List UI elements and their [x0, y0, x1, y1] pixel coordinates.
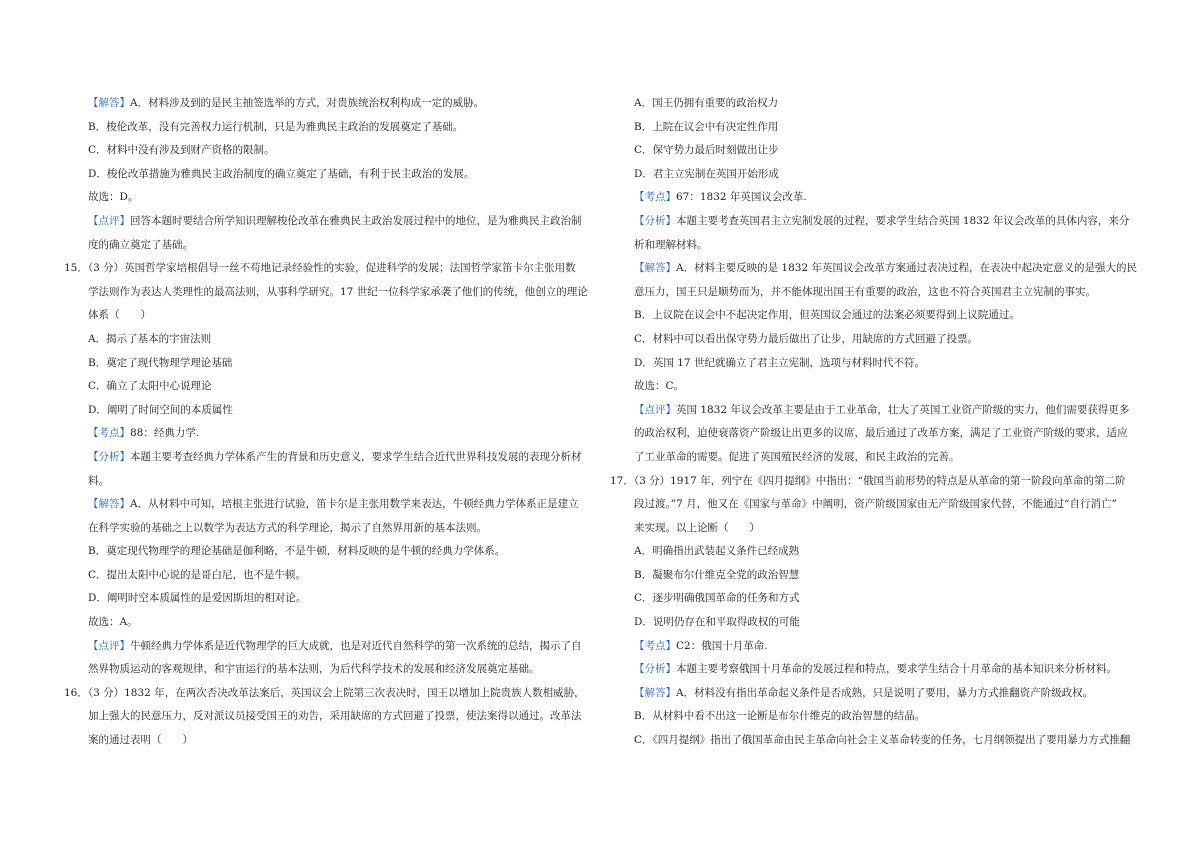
line-text: 16．（3 分）1832 年，在两次否决改革法案后，英国议会上院第三次表决时，国王以增加上院贵族人数相威胁，: [64, 686, 585, 699]
line-text: A．材料没有指出革命起义条件是否成熟，只是说明了要用，暴力方式推翻资产阶级政权。: [676, 686, 1094, 699]
text-line: [64, 210, 594, 234]
section-tag: 【解答】: [634, 262, 676, 275]
line-text: C．提出太阳中心说的是哥白尼，也不是牛顿。: [88, 568, 307, 581]
text-line: [610, 257, 1140, 281]
line-text: 案的通过表明（ ）: [88, 734, 193, 747]
text-line: [610, 352, 1140, 376]
line-text: D．阐明了时间空间的本质属性: [88, 403, 233, 416]
line-text: 67：1832 年英国议会改革.: [676, 191, 807, 204]
line-text: D．说明仍存在和平取得政权的可能: [634, 616, 800, 629]
text-line: [64, 493, 594, 517]
text-line: [64, 116, 594, 140]
section-tag: 【考点】: [634, 191, 676, 204]
section-tag: 【点评】: [634, 403, 676, 416]
line-text: 在科学实验的基础之上以数学为表达方式的科学理论，揭示了自然界用新的基本法则。: [88, 521, 487, 534]
text-line: [610, 139, 1140, 163]
line-text: 本题主要考查英国君主立宪制发展的过程，要求学生结合英国 1832 年议会改革的具体内容，来分: [676, 214, 1130, 227]
line-text: A．材料主要反映的是 1832 年英国议会改革方案通过表决过程，在表决中起决定意义的是强大的民: [676, 262, 1137, 275]
section-tag: 【考点】: [88, 427, 130, 440]
section-tag: 【解答】: [634, 686, 676, 699]
line-text: B．奠定了现代物理学理论基础: [88, 356, 233, 369]
text-line: [610, 540, 1140, 564]
line-text: 体系（ ）: [88, 309, 151, 322]
line-text: A．明确指出武装起义条件已经成熟: [634, 545, 800, 558]
text-line: [64, 635, 594, 659]
text-line: [610, 517, 1140, 541]
line-text: 本题主要考查经典力学体系产生的背景和历史意义，要求学生结合近代世界科技发展的表现分析材: [130, 450, 582, 463]
text-line: [64, 163, 594, 187]
line-text: 然界物质运动的客观规律，和宇宙运行的基本法则，为后代科学技术的发展和经济发展奠定基础。: [88, 663, 540, 676]
text-line: [610, 234, 1140, 258]
line-text: 故选：D。: [88, 191, 139, 204]
line-text: B．从材料中看不出这一论断是布尔什维克的政治智慧的结晶。: [634, 710, 926, 723]
text-line: [64, 92, 594, 116]
text-line: [610, 564, 1140, 588]
line-text: 15．（3 分）英国哲学家培根倡导一丝不苟地记录经验性的实验，促进科学的发展；法国哲学家笛卡尔主张用数: [64, 262, 576, 275]
line-text: C．逐步明确俄国革命的任务和方式: [634, 592, 800, 605]
text-line: [64, 587, 594, 611]
section-tag: 【考点】: [634, 639, 676, 652]
section-tag: 【解答】: [88, 97, 130, 109]
text-line: [610, 446, 1140, 470]
line-text: C．保守势力最后时刻做出让步: [634, 144, 779, 157]
text-line: [64, 352, 594, 376]
question-stem: [64, 682, 594, 706]
text-line: [64, 540, 594, 564]
text-line: [64, 470, 594, 494]
line-text: 段过渡。”7 月，他又在《国家与革命》中阐明，资产阶级国家由无产阶级国家代替，不能通过“自行消亡”: [634, 498, 1117, 511]
text-line: [610, 116, 1140, 140]
text-line: [64, 446, 594, 470]
line-text: B．奠定现代物理学的理论基础是伽利略，不是牛顿，材料反映的是牛顿的经典力学体系。: [88, 545, 506, 558]
line-text: B．上院在议会中有决定性作用: [634, 120, 779, 133]
line-text: 来实现。以上论断（ ）: [634, 521, 760, 534]
line-text: D．阐明时空本质属性的是爱因斯坦的相对论。: [88, 592, 307, 605]
text-line: [610, 163, 1140, 187]
section-tag: 【分析】: [634, 663, 676, 676]
line-text: D．梭伦改革措施为雅典民主政治制度的确立奠定了基础，有利于民主政治的发展。: [88, 167, 475, 180]
line-text: D．君主立宪制在英国开始形成: [634, 167, 779, 180]
text-line: [64, 611, 594, 635]
question-stem: [64, 257, 594, 281]
right-column: [610, 92, 1140, 753]
line-text: 牛顿经典力学体系是近代物理学的巨大成就，也是对近代自然科学的第一次系统的总结，揭示了自: [130, 639, 582, 652]
text-line: [610, 375, 1140, 399]
text-line: [610, 92, 1140, 116]
line-text: C2：俄国十月革命.: [676, 639, 768, 652]
text-line: [64, 186, 594, 210]
text-line: [64, 399, 594, 423]
text-line: [610, 304, 1140, 328]
text-line: [64, 139, 594, 163]
line-text: C．确立了太阳中心说理论: [88, 380, 212, 393]
text-line: [610, 281, 1140, 305]
text-line: [64, 564, 594, 588]
line-text: 回答本题时要结合所学知识理解梭伦改革在雅典民主政治发展过程中的地位，是为雅典民主政治制: [130, 214, 582, 227]
section-tag: 【点评】: [88, 214, 130, 227]
text-line: [610, 705, 1140, 729]
line-text: A．揭示了基本的宇宙法则: [88, 332, 212, 345]
line-text: B．凝聚布尔什维克全党的政治智慧: [634, 568, 800, 581]
text-line: [64, 304, 594, 328]
line-text: B．上议院在议会中不起决定作用，但英国议会通过的法案必须要得到上议院通过。: [634, 309, 1020, 322]
text-line: [610, 587, 1140, 611]
text-line: [64, 517, 594, 541]
text-line: [610, 635, 1140, 659]
text-line: [610, 186, 1140, 210]
section-tag: 【分析】: [634, 214, 676, 227]
line-text: 17．（3 分）1917 年，列宁在《四月提纲》中指出：“俄国当前形势的特点是从革命的第一阶段向革命的第二阶: [610, 474, 1126, 487]
text-line: [610, 493, 1140, 517]
text-line: [610, 729, 1140, 753]
text-line: [64, 729, 594, 753]
line-text: 意压力，国王只是顺势而为，并不能体现出国王有重要的政治，这也不符合英国君主立宪制的事实。: [634, 285, 1096, 298]
text-line: [64, 328, 594, 352]
text-line: [64, 234, 594, 258]
text-line: [610, 422, 1140, 446]
line-text: 学法则作为表达人类理性的最高法则，从事科学研究。17 世纪一位科学家承袭了他们的传统，他创立的理论: [88, 285, 588, 298]
line-text: 析和理解材料。: [634, 238, 708, 251]
text-line: [64, 375, 594, 399]
line-text: A．从材料中可知，培根主张进行试验，笛卡尔是主张用数学来表达，牛顿经典力学体系正是建立: [130, 498, 579, 511]
line-text: 度的确立奠定了基础。: [88, 238, 193, 251]
line-text: 的政治权利，迫使衰落资产阶级让出更多的议席，最后通过了改革方案，满足了工业资产阶级的要求，适应: [634, 427, 1128, 440]
text-line: [610, 611, 1140, 635]
line-text: A．国王仍拥有重要的政治权力: [634, 97, 779, 109]
section-tag: 【点评】: [88, 639, 130, 652]
line-text: 了工业革命的需要。促进了英国殖民经济的发展，和民主政治的完善。: [634, 450, 960, 463]
section-tag: 【解答】: [88, 498, 130, 511]
question-stem: [610, 470, 1140, 494]
line-text: 故选：A。: [88, 616, 138, 629]
section-tag: 【分析】: [88, 450, 130, 463]
line-text: D．英国 17 世纪就确立了君主立宪制，选项与材料时代不符。: [634, 356, 925, 369]
line-text: C．材料中没有涉及到财产资格的限制。: [88, 144, 275, 157]
line-text: 88：经典力学.: [130, 427, 200, 440]
text-line: [610, 210, 1140, 234]
text-line: [64, 422, 594, 446]
line-text: B．梭伦改革，没有完善权力运行机制，只是为雅典民主政治的发展奠定了基础。: [88, 120, 464, 133]
line-text: 加上强大的民意压力，反对派议员接受国王的劝告，采用缺席的方式回避了投票，使法案得以通过。改革法: [88, 710, 582, 723]
line-text: 英国 1832 年议会改革主要是由于工业革命，壮大了英国工业资产阶级的实力，他们需要获得更多: [676, 403, 1130, 416]
line-text: C．材料中可以看出保守势力最后做出了让步，用缺席的方式回避了投票。: [634, 332, 979, 345]
text-line: [610, 682, 1140, 706]
line-text: 故选：C。: [634, 380, 685, 393]
text-line: [610, 399, 1140, 423]
text-line: [64, 658, 594, 682]
left-column: [64, 92, 594, 753]
line-text: A．材料涉及到的是民主抽签选举的方式，对贵族统治权利构成一定的威胁。: [130, 97, 485, 109]
text-line: [64, 281, 594, 305]
line-text: 料。: [88, 474, 109, 487]
text-line: [610, 658, 1140, 682]
text-line: [64, 705, 594, 729]
line-text: 本题主要考察俄国十月革命的发展过程和特点，要求学生结合十月革命的基本知识来分析材料。: [676, 663, 1117, 676]
text-line: [610, 328, 1140, 352]
line-text: C．《四月提纲》指出了俄国革命由民主革命向社会主义革命转变的任务，七月纲领提出了要用暴力方式推翻: [634, 734, 1131, 747]
